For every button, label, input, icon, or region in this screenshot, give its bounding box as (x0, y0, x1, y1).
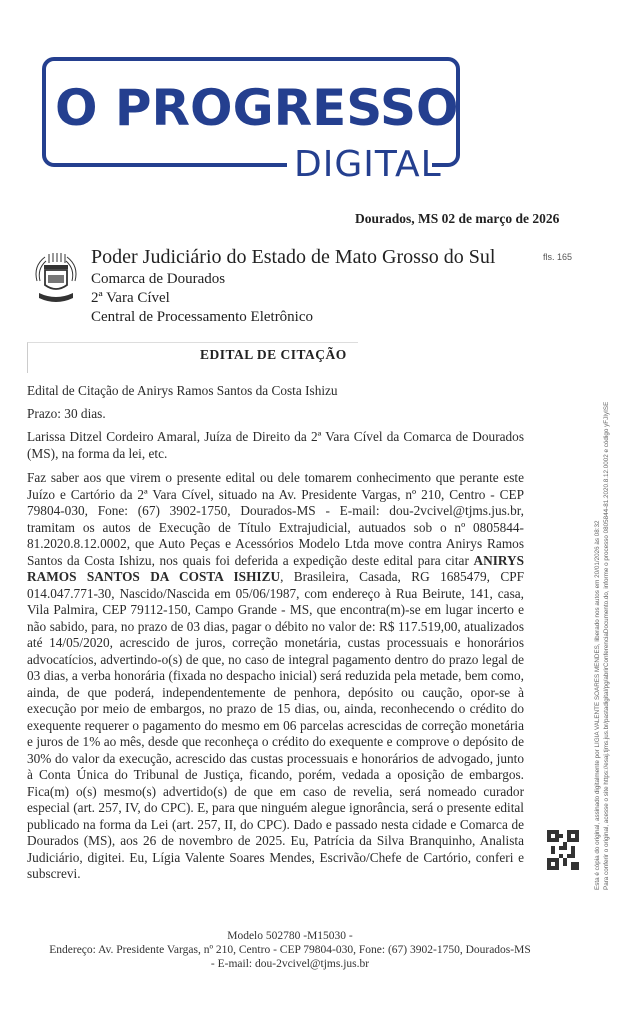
side-authentication-line2: Para conferir o original, acesse o site https://esaj.tjms.jus.br/pastadigital/pg/abrirConferenciaDocumento.do, informe o processo 0805844-81.2020.8.12.0002 e código yFJIyISE (603, 401, 610, 890)
qr-code-icon[interactable] (547, 830, 579, 870)
main-text-before: Faz saber aos que virem o presente edital ou dele tomarem conhecimento que perante este Juízo e Cartório da 2ª Vara Cível, situado na Av. Presidente Vargas, nº 210, Centro - CEP 79804-030, Fone: (67) 3902-1750, Dourados-MS - E-mail: dou-2vcivel@tjms.jus.br, tramitam os autos de Execução de Título Extrajudicial, autuados sob o nº 0805844-81.2020.8.12.0002, que Auto Peças e Acessórios Modelo Ltda move contra Anirys Ramos Santos da Costa Ishizu, nos quais foi deferida a expedição deste edital para citar (27, 470, 524, 568)
logo-main-text: O PROGRESSO (55, 79, 459, 137)
main-text-after: , Brasileira, Casada, RG 1685479, CPF 014.047.771-30, Nascido/Nascida em 05/06/1987, com endereço à Rua Beirute, 141, casa, Vila Palmira, CEP 79112-150, Campo Grande - MS, que encontra(m)-se em lugar incerto e não sabido, para, no prazo de 03 dias, pagar o débito no valor de: R$ 117.519,00, atualizados até 14/05/2020, acrescido de juros, correção monetária, custas processuais e honorários advocatícios, advertindo-o(s) de que, no caso de integral pagamento dentro do prazo legal de 03 dias, a verba honorária (fixada no despacho inicial) será reduzida pela metade, bem como, ainda, de que poderá, independentemente de penhora, depósito ou caução, opor-se à execução por meio de embargos, no prazo de 15 dias, ou, ainda, reconhecendo o crédito do exequente requerer o pagamento do mesmo em 06 parcelas acrescidas de correção monetária e juros de 1% ao mês, desde que reconheça o crédito do exequente e comprove o depósito de 30% do valor da execução, acrescido das custas processuais e honorários de advogado, junto à Conta Única do Tribunal de Justiça, ficando, porém, vedada a oposição de embargos. Fica(m) o(s) mesmo(s) advertido(s) de que em caso de revelia, será nomeado curador especial (art. 257, IV, do CPC). E, para que ninguém alegue ignorância, será o presente edital publicado na forma da Lei (art. 257, II, do CPC). Dado e passado nesta cidade e Comarca de Dourados (MS), aos 26 de novembro de 2025. Eu, Patrícia da Silva Branquinho, Analista Judiciário, digitei. Eu, Lígia Valente Soares Mendes, Escrivão/Chefe de Cartório, conferi e subscrevi. (27, 569, 524, 881)
edital-title: EDITAL DE CITAÇÃO (200, 347, 347, 362)
judge-paragraph: Larissa Ditzel Cordeiro Amaral, Juíza de Direito da 2ª Vara Cível da Comarca de Dourados (MS), na forma da lei, etc. (27, 429, 524, 461)
logo-sub-text: DIGITAL (294, 144, 442, 185)
page-reference: fls. 165 (543, 252, 573, 262)
edital-prazo: Prazo: 30 dias. (27, 406, 106, 421)
state-coat-of-arms-icon (31, 251, 81, 306)
footer-address: Endereço: Av. Presidente Vargas, nº 210, Centro - CEP 79804-030, Fone: (67) 3902-1750, Dourados-MS (49, 944, 531, 956)
edital-subject: Edital de Citação de Anirys Ramos Santos da Costa Ishizu (27, 383, 338, 398)
newspaper-logo (42, 57, 464, 185)
dateline: Dourados, MS 02 de março de 2026 (355, 211, 560, 226)
court-central: Central de Processamento Eletrônico (91, 309, 314, 325)
footer-model: Modelo 502780 -M15030 - (227, 930, 353, 942)
court-vara: 2ª Vara Cível (91, 290, 170, 306)
court-comarca: Comarca de Dourados (91, 271, 226, 287)
court-title: Poder Judiciário do Estado de Mato Grosso do Sul (91, 246, 496, 268)
side-authentication-line1: Esta é cópia do original, assinado digitalmente por LIGIA VALENTE SOARES MENDES, liberado nos autos em 20/01/2026 às 08:32 (594, 520, 601, 890)
footer-email: - E-mail: dou-2vcivel@tjms.jus.br (210, 958, 370, 970)
defendant-name: ANIRYS RAMOS SANTOS DA COSTA ISHIZU (27, 552, 524, 584)
document-footer (20, 929, 560, 971)
main-paragraph (27, 470, 524, 883)
